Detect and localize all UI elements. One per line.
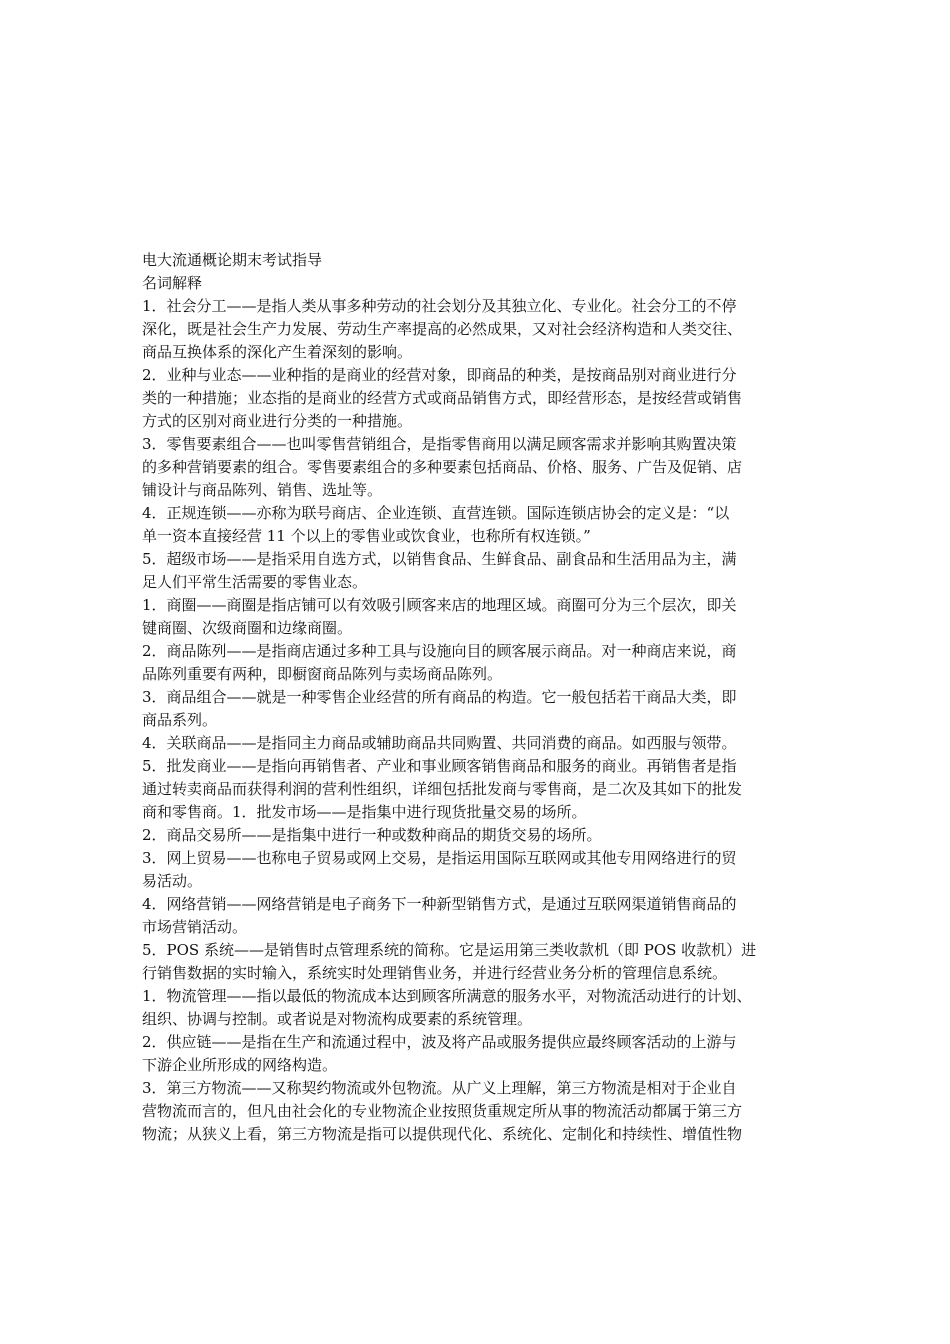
text-line: 单一资本直接经营 11 个以上的零售业或饮食业，也称所有权连锁。” xyxy=(142,527,591,545)
text-line: 铺设计与商品陈列、销售、选址等。 xyxy=(142,481,383,499)
text-line: 类的一种措施；业态指的是商业的经营方式或商品销售方式，即经营形态，是按经营或销售 xyxy=(142,389,743,407)
text-line: 1．商圈——商圈是指店铺可以有效吸引顾客来店的地理区域。商圈可分为三个层次，即关 xyxy=(142,596,737,614)
text-line: 2．业种与业态——业种指的是商业的经营对象，即商品的种类，是按商品别对商业进行分 xyxy=(142,366,737,384)
document-body xyxy=(142,295,822,1146)
document-page xyxy=(142,249,822,1146)
text-line: 5．POS 系统——是销售时点管理系统的简称。它是运用第三类收款机（即 POS 收款机）进 xyxy=(142,941,757,959)
text-line: 3．商品组合——就是一种零售企业经营的所有商品的构造。它一般包括若干商品大类，即 xyxy=(142,688,737,706)
text-line: 4．关联商品——是指同主力商品或辅助商品共同购置、共同消费的商品。如西服与领带。 xyxy=(142,734,737,752)
text-line: 4．正规连锁——亦称为联号商店、企业连锁、直营连锁。国际连锁店协会的定义是：“以 xyxy=(142,504,730,522)
document-title: 电大流通概论期末考试指导 xyxy=(142,251,323,269)
text-line: 1．社会分工——是指人类从事多种劳动的社会划分及其独立化、专业化。社会分工的不停 xyxy=(142,297,737,315)
text-line: 深化，既是社会生产力发展、劳动生产率提高的必然成果，又对社会经济构造和人类交往、 xyxy=(142,320,743,338)
text-line: 2．供应链——是指在生产和流通过程中，波及将产品或服务提供应最终顾客活动的上游与 xyxy=(142,1033,737,1051)
text-line: 3．零售要素组合——也叫零售营销组合，是指零售商用以满足顾客需求并影响其购置决策 xyxy=(142,435,737,453)
text-line: 商品系列。 xyxy=(142,711,218,729)
text-line: 易活动。 xyxy=(142,872,203,890)
text-line: 通过转卖商品而获得利润的营利性组织，详细包括批发商与零售商，是二次及其如下的批发 xyxy=(142,780,743,798)
text-line: 1．物流管理——指以最低的物流成本达到顾客所满意的服务水平，对物流活动进行的计划、 xyxy=(142,987,752,1005)
text-line: 市场营销活动。 xyxy=(142,918,248,936)
text-line: 3．网上贸易——也称电子贸易或网上交易，是指运用国际互联网或其他专用网络进行的贸 xyxy=(142,849,737,867)
section-heading: 名词解释 xyxy=(142,274,203,292)
text-line: 组织、协调与控制。或者说是对物流构成要素的系统管理。 xyxy=(142,1010,533,1028)
text-line: 行销售数据的实时输入，系统实时处理销售业务，并进行经营业务分析的管理信息系统。 xyxy=(142,964,728,982)
text-line: 4．网络营销——网络营销是电子商务下一种新型销售方式，是通过互联网渠道销售商品的 xyxy=(142,895,737,913)
text-line: 键商圈、次级商圈和边缘商圈。 xyxy=(142,619,353,637)
text-line: 2．商品交易所——是指集中进行一种或数种商品的期货交易的场所。 xyxy=(142,826,602,844)
text-line: 商和零售商。1．批发市场——是指集中进行现货批量交易的场所。 xyxy=(142,803,587,821)
text-line: 营物流而言的，但凡由社会化的专业物流企业按照货重规定所从事的物流活动都属于第三方 xyxy=(142,1102,743,1120)
text-line: 5．超级市场——是指采用自选方式，以销售食品、生鲜食品、副食品和生活用品为主，满 xyxy=(142,550,737,568)
text-line: 3．第三方物流——又称契约物流或外包物流。从广义上理解，第三方物流是相对于企业自 xyxy=(142,1079,737,1097)
text-line: 品陈列重要有两种，即橱窗商品陈列与卖场商品陈列。 xyxy=(142,665,503,683)
text-line: 2．商品陈列——是指商店通过多种工具与设施向目的顾客展示商品。对一种商店来说，商 xyxy=(142,642,737,660)
text-line: 5．批发商业——是指向再销售者、产业和事业顾客销售商品和服务的商业。再销售者是指 xyxy=(142,757,737,775)
text-line: 物流；从狭义上看，第三方物流是指可以提供现代化、系统化、定制化和持续性、增值性物 xyxy=(142,1125,743,1143)
text-line: 的多种营销要素的组合。零售要素组合的多种要素包括商品、价格、服务、广告及促销、店 xyxy=(142,458,743,476)
text-line: 商品互换体系的深化产生着深刻的影响。 xyxy=(142,343,413,361)
text-line: 足人们平常生活需要的零售业态。 xyxy=(142,573,368,591)
text-line: 下游企业所形成的网络构造。 xyxy=(142,1056,338,1074)
text-line: 方式的区别对商业进行分类的一种措施。 xyxy=(142,412,413,430)
